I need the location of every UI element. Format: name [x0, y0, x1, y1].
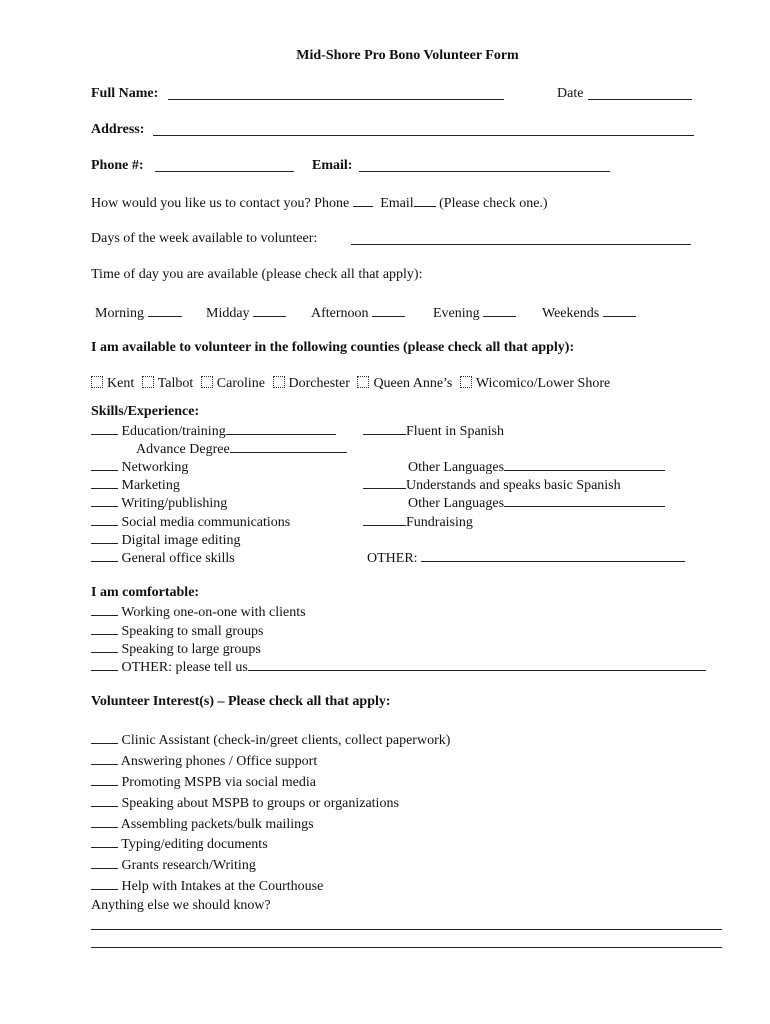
comfortable-check-line[interactable] [91, 622, 118, 635]
skill-other-line[interactable] [421, 549, 685, 562]
county-dorchester[interactable]: Dorchester [273, 376, 350, 392]
skill-basic-spanish: Understands and speaks basic Spanish [363, 476, 621, 494]
counties-heading: I am available to volunteer in the following counties (please check all that apply): [91, 340, 575, 355]
contact-question: How would you like us to contact you? Phone Email (Please check one.) [91, 196, 548, 211]
comfortable-heading: I am comfortable: [91, 585, 200, 600]
comfortable-other-line[interactable] [248, 658, 706, 671]
phone-line[interactable] [155, 171, 294, 172]
skill-fluent-spanish: Fluent in Spanish [363, 422, 504, 440]
date-line[interactable] [588, 99, 692, 100]
time-option-midday: Midday [206, 304, 286, 322]
time-option-evening: Evening [433, 304, 516, 322]
interest-typing: Typing/editing documents [91, 835, 268, 853]
comfortable-other: OTHER: please tell us [91, 658, 706, 676]
counties-options [91, 376, 614, 392]
morning-line[interactable] [148, 304, 182, 317]
county-kent[interactable]: Kent [91, 376, 134, 392]
comfortable-check-line[interactable] [91, 658, 118, 671]
checkbox-icon[interactable] [357, 376, 369, 388]
skill-check-line[interactable] [91, 476, 118, 489]
contact-email-label: Email [380, 196, 414, 211]
interest-check-line[interactable] [91, 835, 118, 848]
interest-grants: Grants research/Writing [91, 856, 256, 874]
skill-check-line[interactable] [91, 513, 118, 526]
checkbox-icon[interactable] [273, 376, 285, 388]
address-label: Address: [91, 122, 145, 137]
skill-digital-image: Digital image editing [91, 531, 240, 549]
time-question: Time of day you are available (please check all that apply): [91, 267, 423, 282]
skill-check-line[interactable] [91, 549, 118, 562]
skill-check-line[interactable] [363, 476, 406, 489]
skill-marketing: Marketing [91, 476, 180, 494]
form-title: Mid-Shore Pro Bono Volunteer Form [296, 48, 519, 63]
skill-networking: Networking [91, 458, 188, 476]
contact-note: (Please check one.) [439, 196, 548, 211]
interest-check-line[interactable] [91, 731, 118, 744]
phone-label: Phone #: [91, 158, 144, 173]
comfortable-large-groups: Speaking to large groups [91, 640, 261, 658]
days-line[interactable] [351, 244, 691, 245]
email-line[interactable] [359, 171, 610, 172]
interest-social-media: Promoting MSPB via social media [91, 773, 316, 791]
skill-social-media: Social media communications [91, 513, 290, 531]
interest-check-line[interactable] [91, 773, 118, 786]
anything-else-line-1[interactable] [91, 929, 722, 930]
county-queen-annes[interactable]: Queen Anne’s [357, 376, 452, 392]
comfortable-check-line[interactable] [91, 603, 118, 616]
skill-education: Education/training [91, 422, 336, 440]
full-name-line[interactable] [168, 99, 504, 100]
skill-other-languages-1: Other Languages [408, 458, 665, 476]
skill-fundraising: Fundraising [363, 513, 473, 531]
time-option-afternoon: Afternoon [311, 304, 405, 322]
skill-check-line[interactable] [91, 458, 118, 471]
checkbox-icon[interactable] [91, 376, 103, 388]
county-talbot[interactable]: Talbot [142, 376, 194, 392]
midday-line[interactable] [253, 304, 286, 317]
interest-speaking: Speaking about MSPB to groups or organizations [91, 794, 399, 812]
skill-check-line[interactable] [91, 494, 118, 507]
advance-degree-line[interactable] [230, 440, 347, 453]
interest-check-line[interactable] [91, 752, 118, 765]
skill-check-line[interactable] [91, 422, 118, 435]
comfortable-check-line[interactable] [91, 640, 118, 653]
date-label: Date [557, 86, 584, 101]
interest-check-line[interactable] [91, 794, 118, 807]
interest-check-line[interactable] [91, 877, 118, 890]
comfortable-one-on-one: Working one-on-one with clients [91, 603, 306, 621]
interest-assembling: Assembling packets/bulk mailings [91, 815, 314, 833]
address-line[interactable] [153, 135, 694, 136]
county-caroline[interactable]: Caroline [201, 376, 265, 392]
checkbox-icon[interactable] [460, 376, 472, 388]
skill-writing: Writing/publishing [91, 494, 227, 512]
education-detail-line[interactable] [226, 422, 336, 435]
interest-check-line[interactable] [91, 815, 118, 828]
comfortable-small-groups: Speaking to small groups [91, 622, 263, 640]
days-label: Days of the week available to volunteer: [91, 231, 318, 246]
skills-heading: Skills/Experience: [91, 404, 200, 419]
afternoon-line[interactable] [372, 304, 405, 317]
interests-heading: Volunteer Interest(s) – Please check all that apply: [91, 694, 391, 709]
skill-advance-degree: Advance Degree [136, 440, 347, 458]
other-languages-line[interactable] [504, 494, 665, 507]
checkbox-icon[interactable] [201, 376, 213, 388]
contact-phone-line[interactable] [353, 194, 373, 207]
interest-phones: Answering phones / Office support [91, 752, 317, 770]
weekends-line[interactable] [603, 304, 636, 317]
other-languages-line[interactable] [504, 458, 665, 471]
skill-other-languages-2: Other Languages [408, 494, 665, 512]
anything-else-line-2[interactable] [91, 947, 722, 948]
time-option-morning: Morning [95, 304, 182, 322]
time-option-weekends: Weekends [542, 304, 636, 322]
interest-clinic-assistant: Clinic Assistant (check-in/greet clients, collect paperwork) [91, 731, 450, 749]
skill-check-line[interactable] [363, 422, 406, 435]
contact-email-line[interactable] [414, 194, 436, 207]
interest-check-line[interactable] [91, 856, 118, 869]
county-wicomico[interactable]: Wicomico/Lower Shore [460, 376, 610, 392]
anything-else-label: Anything else we should know? [91, 898, 271, 913]
skill-office: General office skills [91, 549, 235, 567]
interest-intakes: Help with Intakes at the Courthouse [91, 877, 323, 895]
checkbox-icon[interactable] [142, 376, 154, 388]
skill-other: OTHER: [367, 549, 685, 567]
skill-check-line[interactable] [363, 513, 406, 526]
full-name-label: Full Name: [91, 86, 159, 101]
evening-line[interactable] [483, 304, 516, 317]
email-label: Email: [312, 158, 353, 173]
skill-check-line[interactable] [91, 531, 118, 544]
